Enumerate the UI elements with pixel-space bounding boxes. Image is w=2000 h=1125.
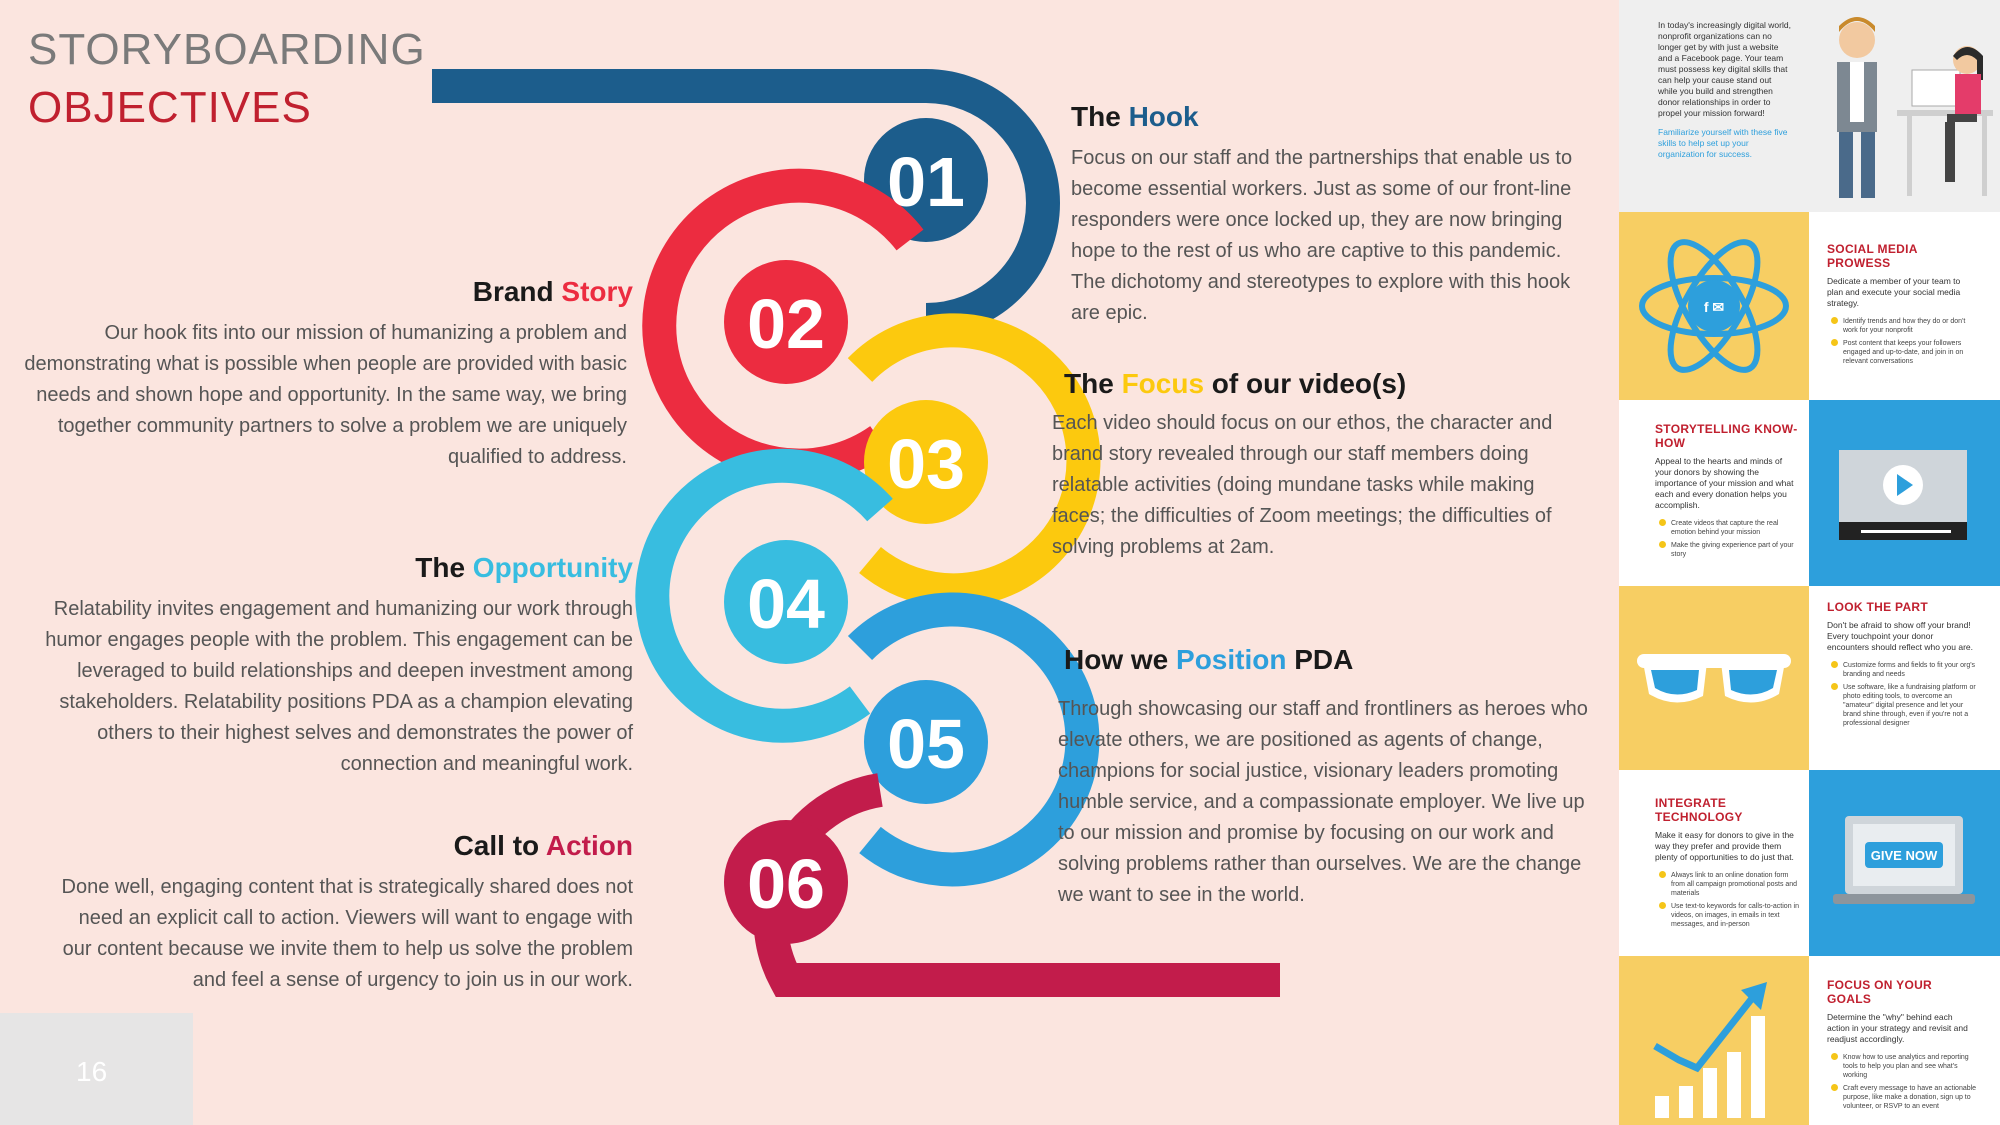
step-number-04: 04 — [747, 565, 825, 643]
video-player-icon — [1809, 400, 2000, 586]
section-hook-heading: The Hook — [1071, 101, 1199, 132]
look-part-text — [1809, 586, 2000, 770]
section-hook-body: Focus on our staff and the partnerships that enable us to become essential workers. Just as some of our front-line responders were once locked up, they are now bringing hope to the rest of us who are captive to this pandemic. The dichotomy and stereotypes to explore with this hook are epic. — [1071, 147, 1573, 324]
sunglasses-icon — [1619, 586, 1809, 770]
infographic-intro — [1619, 0, 2000, 212]
intro-link-text: Familiarize yourself with these five skills to help set up your organization for success. — [1658, 127, 1788, 159]
section-position-heading: How we Position PDA — [1064, 644, 1354, 675]
social-bullet-1: Identify trends and how they do or don't work for your nonprofit — [1843, 317, 1977, 335]
storytelling-graphic — [1809, 400, 2000, 586]
step-number-05: 05 — [887, 705, 965, 783]
step-number-03: 03 — [887, 425, 965, 503]
story-bullet-1: Create videos that capture the real emotion behind your mission — [1671, 519, 1800, 537]
tech-text: Make it easy for donors to give in the way they prefer and provide them plenty of opportunities to do just that. — [1655, 830, 1794, 862]
infographic-panel — [1619, 0, 2000, 1125]
story-title: STORYTELLING KNOW-HOW — [1655, 422, 1798, 450]
story-text: Appeal to the hearts and minds of your donors by showing the importance of your mission and what each and every donation helps you accomplish. — [1655, 456, 1794, 510]
section-brand-story — [20, 278, 633, 473]
intro-text: In today's increasingly digital world, nonprofit organizations can no longer get by with just a website and a Facebook page. Your team must possess key digital skills that can help your cause stand out while you build and strengthen donor relationships in order to propel your mission forward! — [1658, 20, 1791, 118]
look-bullet-1: Customize forms and fields to fit your org's branding and needs — [1843, 662, 1976, 678]
social-bullet-2: Post content that keeps your followers engaged and up-to-date, and join in on relevant conversations — [1843, 339, 1977, 366]
title-line-1: STORYBOARDING — [28, 25, 426, 74]
tech-title: INTEGRATE TECHNOLOGY — [1655, 796, 1743, 824]
look-bullet-2: Use software, like a fundraising platform or photo editing tools, to overcome an "amateur" digital presence and let your brand shine through, even if you're not a professional designer — [1843, 684, 1976, 727]
section-focus-heading: The Focus of our video(s) — [1064, 368, 1407, 399]
social-title: SOCIAL MEDIA PROWESS — [1827, 242, 1918, 270]
tech-bullet-2: Use text-to keywords for calls-to-action in videos, on images, in emails in text messages, and in-person — [1671, 903, 1799, 928]
page-number: 16 — [76, 1056, 108, 1087]
section-brand-body: Our hook fits into our mission of humanizing a problem and demonstrating what is possible when people are provided with basic needs and shown hope and opportunity. In the same way, we bring together community partners to solve a problem we are uniquely qualified to address. — [24, 322, 627, 468]
section-focus — [1052, 370, 1592, 563]
give-now-button: GIVE NOW — [1870, 848, 1938, 863]
goals-bullet-1: Know how to use analytics and reporting tools to help you plan and see what's working — [1843, 1053, 1977, 1080]
technology-text — [1619, 770, 1809, 956]
goals-graphic — [1619, 956, 1809, 1125]
section-brand-heading: Brand Story — [472, 276, 633, 307]
social-text: Dedicate a member of your team to plan and execute your social media strategy. — [1827, 276, 1961, 308]
look-part-graphic — [1619, 586, 1809, 770]
goals-bullet-2: Craft every message to have an actionable purpose, like make a donation, sign up to volunteer, or RSVP to an event — [1843, 1085, 1977, 1110]
section-call-to-action — [20, 832, 633, 996]
section-cta-heading: Call to Action — [453, 830, 633, 861]
step-number-02: 02 — [747, 285, 825, 363]
section-opportunity-body: Relatability invites engagement and humanizing our work through humor engages people with the problem. This engagement can be leveraged to build relationships and deepen investment among stakeholders. Relatability positions PDA as a champion elevating others to their highest selves and demonstrates the power of connection and meaningful work. — [45, 598, 633, 775]
title-line-2: OBJECTIVES — [28, 83, 312, 132]
section-position-body: Through showcasing our staff and frontliners as heroes who elevate others, we are positioned as agents of change, champions for social justice, visionary leaders promoting humble service, and a compassionate employer. We live up to our mission and promise by focusing on our work and solving problems rather than ourselves. We are the change we want to see in the world. — [1058, 698, 1588, 906]
look-title: LOOK THE PART — [1827, 600, 1929, 614]
tech-bullet-1: Always link to an online donation form from all campaign promotional posts and materials — [1671, 871, 1800, 898]
section-focus-body: Each video should focus on our ethos, the character and brand story revealed through our staff members doing relatable activities (doing mundane tasks while making faces; the difficulties of Zoom meetings; the difficulties of solving problems at 2am. — [1052, 412, 1553, 558]
section-opportunity — [20, 554, 633, 780]
goals-title: FOCUS ON YOUR GOALS — [1827, 978, 1933, 1006]
social-media-graphic — [1619, 212, 1809, 400]
technology-graphic — [1809, 770, 2000, 956]
section-cta-body: Done well, engaging content that is strategically shared does not need an explicit call to action. Viewers will want to engage with our content because we invite them to help us solve the problem and feel a sense of urgency to join us in our work. — [61, 876, 633, 991]
atom-social-icon — [1619, 212, 1809, 400]
social-media-text — [1809, 212, 2000, 400]
storytelling-text — [1619, 400, 1809, 586]
svg-text:f ✉: f ✉ — [1703, 299, 1725, 315]
people-at-desk-illustration — [1797, 10, 1997, 210]
section-hook — [1071, 103, 1591, 329]
growth-chart-icon — [1619, 956, 1809, 1125]
look-text: Don't be afraid to show off your brand! Every touchpoint your donor encounters should reflect who you are. — [1827, 620, 1974, 652]
section-opportunity-heading: The Opportunity — [415, 552, 633, 583]
laptop-icon — [1809, 770, 2000, 956]
goals-text-body: Determine the "why" behind each action in your strategy and revisit and readjust accordingly. — [1827, 1012, 1968, 1044]
step-number-06: 06 — [747, 845, 825, 923]
step-number-01: 01 — [887, 143, 965, 221]
section-position — [1058, 646, 1603, 911]
goals-text — [1809, 956, 2000, 1125]
story-bullet-2: Make the giving experience part of your story — [1671, 541, 1800, 559]
